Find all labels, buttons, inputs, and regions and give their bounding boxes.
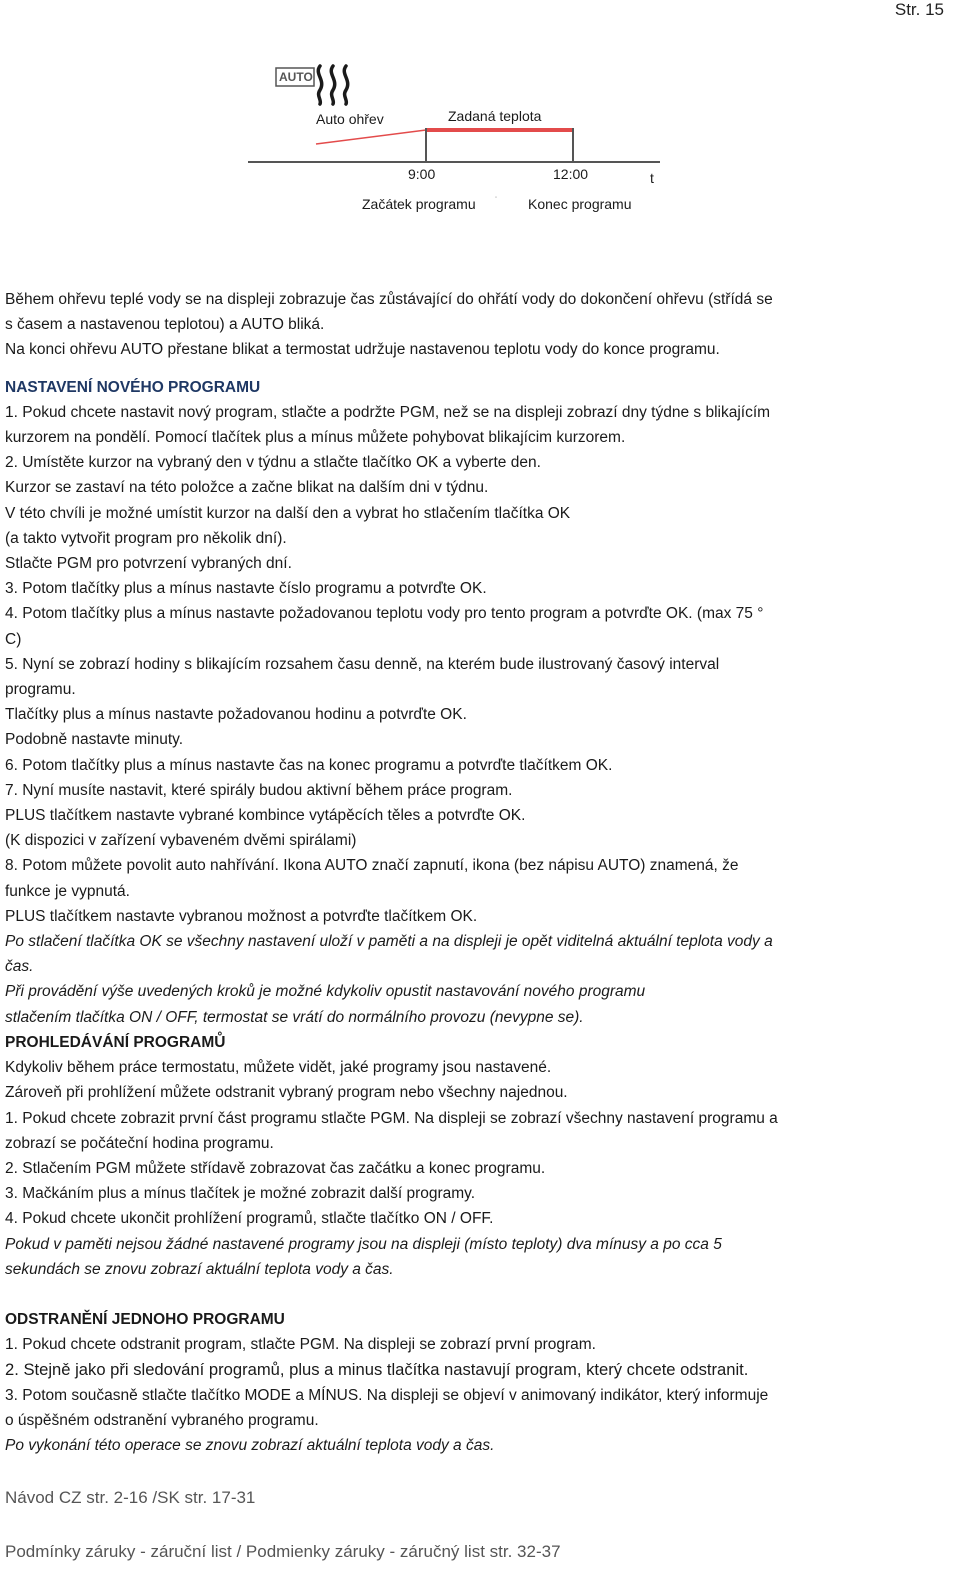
text-line: Kdykoliv během práce termostatu, můžete vidět, jaké programy jsou nastavené.: [5, 1059, 552, 1077]
text-line: PLUS tlačítkem nastavte vybranou možnost a potvrďte tlačítkem OK.: [5, 907, 478, 925]
italic-note: Po vykonání této operace se znovu zobrazí aktuální teplota vody a čas.: [5, 1436, 495, 1454]
text-line: 1. Pokud chcete nastavit nový program, stlačte a podržte PGM, než se na displeji zobrazí dny týdne s blikajícím: [5, 403, 771, 421]
setpoint-bar: [426, 128, 574, 132]
footer-manual-pages: Návod CZ str. 2-16 /SK str. 17-31: [5, 1488, 256, 1507]
text-line: Během ohřevu teplé vody se na displeji zobrazuje čas zůstávající do ohřátí vody do dokončení ohřevu (střídá se: [5, 291, 773, 308]
text-line: 2. Stlačením PGM můžete střídavě zobrazovat čas začátku a konec programu.: [5, 1159, 546, 1177]
text-line: programu.: [5, 681, 76, 699]
text-line: 4. Pokud chcete ukončit prohlížení programů, stlačte tlačítko ON / OFF.: [5, 1210, 494, 1228]
text-line: 4. Potom tlačítky plus a mínus nastavte požadovanou teplotu vody pro tento program a potvrďte OK. (max 75 °: [5, 605, 764, 623]
section-heading-delete-program: ODSTRANĚNÍ JEDNOHO PROGRAMU: [5, 1310, 285, 1328]
document-body: [5, 287, 950, 1458]
italic-note: čas.: [5, 958, 34, 976]
text-line: Stlačte PGM pro potvrzení vybraných dní.: [5, 555, 292, 573]
program-start-label: Začátek programu: [362, 196, 476, 212]
text-line: Tlačítky plus a mínus nastavte požadovanou hodinu a potvrďte OK.: [5, 706, 467, 724]
setpoint-label: Zadaná teplota: [448, 108, 542, 124]
text-line: V této chvíli je možné umístit kurzor na další den a vybrat ho stlačením tlačítka OK: [5, 504, 571, 522]
text-line: C): [5, 630, 22, 648]
text-line: 2. Umístěte kurzor na vybraný den v týdnu a stlačte tlačítko OK a vyberte den.: [5, 454, 541, 472]
text-line: 3. Potom tlačítky plus a mínus nastavte číslo programu a potvrďte OK.: [5, 580, 487, 598]
heating-phase-label: Auto ohřev: [316, 111, 384, 127]
text-line: 3. Mačkáním plus a mínus tlačítek je možné zobrazit další programy.: [5, 1185, 476, 1203]
text-line: Na konci ohřevu AUTO přestane blikat a termostat udržuje nastavenou teplotu vody do konce programu.: [5, 341, 720, 359]
text-line: Kurzor se zastaví na této položce a začne blikat na dalším dni v týdnu.: [5, 479, 489, 497]
program-end-label: Konec programu: [528, 196, 632, 212]
text-line: (a takto vytvořit program pro několik dní).: [5, 529, 287, 547]
text-line: kurzorem na pondělí. Pomocí tlačítek plus a mínus můžete pohybovat blikajícim kurzorem.: [5, 429, 626, 447]
text-line: 8. Potom můžete povolit auto nahřívání. Ikona AUTO značí zapnutí, ikona (bez nápisu AUTO) znamená, že: [5, 857, 739, 875]
text-line: 1. Pokud chcete zobrazit první část programu stlačte PGM. Na displeji se zobrazí všechny nastavení programu a: [5, 1109, 778, 1127]
end-time: 12:00: [553, 166, 589, 182]
text-line: s časem a nastavenou teplotou) a AUTO bliká.: [5, 316, 325, 334]
text-line: 7. Nyní musíte nastavit, které spirály budou aktivní během práce program.: [5, 781, 513, 799]
italic-note: stlačením tlačítka ON / OFF, termostat se vrátí do normálního provozu (nevypne se).: [5, 1008, 584, 1026]
start-time: 9:00: [408, 166, 436, 182]
page-number: Str. 15: [894, 0, 944, 19]
program-timeline-diagram: [240, 58, 680, 228]
section-heading-new-program: NASTAVENÍ NOVÉHO PROGRAMU: [5, 378, 261, 396]
italic-note: sekundách se znovu zobrazí aktuální teplota vody a čas.: [5, 1260, 394, 1278]
text-line: Zároveň při prohlížení můžete odstranit vybraný program nebo všechny najednou.: [5, 1084, 568, 1102]
text-line: 1. Pokud chcete odstranit program, stlačte PGM. Na displeji se zobrazí první program.: [5, 1336, 596, 1354]
text-line: funkce je vypnutá.: [5, 882, 130, 900]
text-line: 2. Stejně jako při sledování programů, plus a minus tlačítka nastavují program, který chcete odstranit.: [5, 1360, 749, 1380]
italic-note: Po stlačení tlačítka OK se všechny nastavení uloží v paměti a na displeji je opět viditelná aktuální teplota vody a: [5, 933, 773, 951]
footer-warranty-pages: Podmínky záruky - záruční list / Podmienky záruky - záručný list str. 32-37: [5, 1542, 561, 1561]
heat-waves-icon: [318, 66, 347, 104]
text-line: 6. Potom tlačítky plus a mínus nastavte čas na konec programu a potvrďte tlačítkem OK.: [5, 756, 613, 774]
heating-ramp-line: [316, 130, 426, 144]
text-line: zobrazí se počáteční hodina programu.: [5, 1134, 274, 1152]
text-line: 5. Nyní se zobrazí hodiny s blikajícím rozsahem času denně, na kterém bude ilustrovaný časový interval: [5, 655, 720, 673]
axis-label-t: t: [650, 170, 654, 186]
text-line: PLUS tlačítkem nastavte vybrané kombince vytápěcích těles a potvrďte OK.: [5, 807, 526, 825]
section-heading-browse-programs: PROHLEDÁVÁNÍ PROGRAMŮ: [5, 1033, 226, 1051]
italic-note: Pokud v paměti nejsou žádné nastavené programy jsou na displeji (místo teploty) dva mínusy a po cca 5: [5, 1235, 722, 1253]
italic-note: Při provádění výše uvedených kroků je možné kdykoliv opustit nastavování nového programu: [5, 983, 646, 1001]
auto-badge-label: AUTO: [279, 70, 313, 84]
text-line: 3. Potom současně stlačte tlačítko MODE a MÍNUS. Na displeji se objeví v animovaný indikátor, který informuje: [5, 1386, 769, 1404]
text-line: o úspěšném odstranění vybraného programu.: [5, 1411, 319, 1429]
program-start-marker-icon: [495, 197, 497, 198]
text-line: Podobně nastavte minuty.: [5, 731, 184, 749]
text-line: (K dispozici v zařízení vybaveném dvěmi spirálami): [5, 832, 357, 850]
